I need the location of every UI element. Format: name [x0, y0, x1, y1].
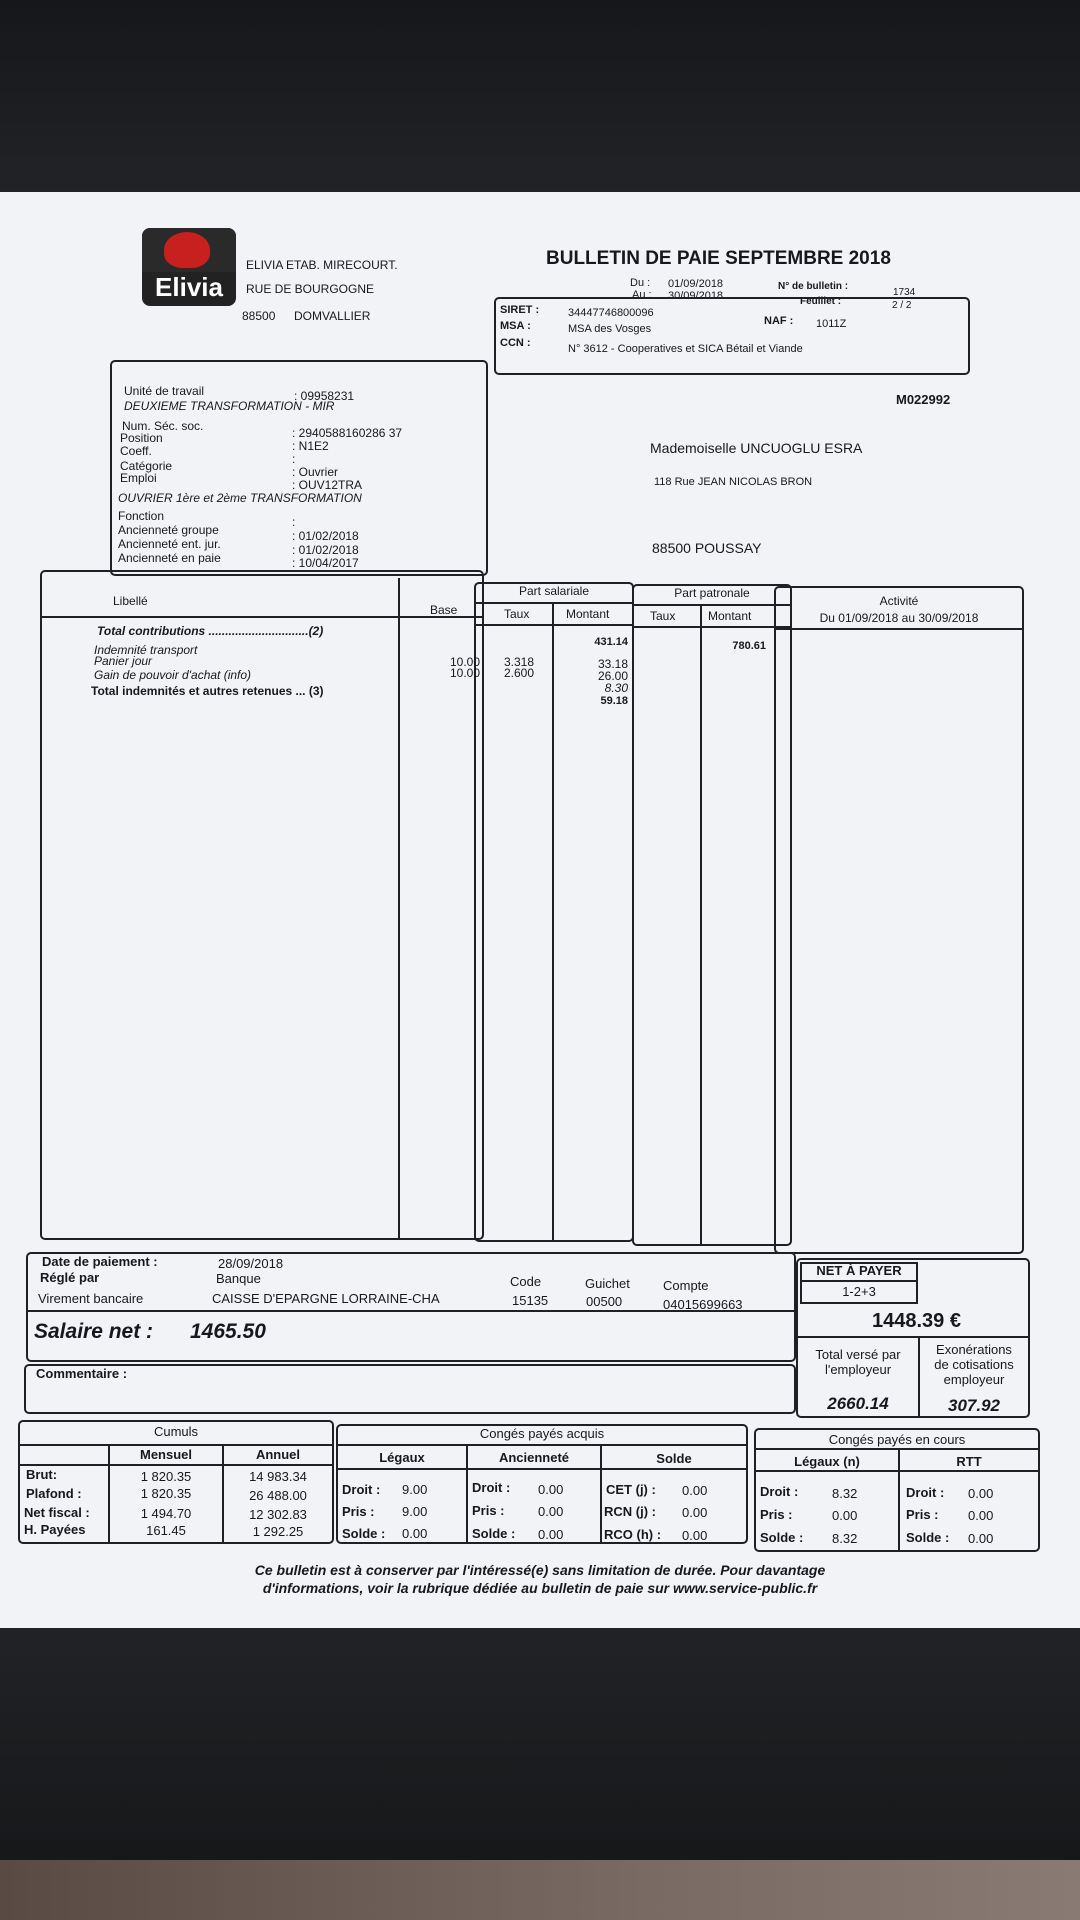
ca-legaux-solde-label: Solde :	[342, 1526, 386, 1541]
row-total-indemnites-montant: 8.30	[604, 681, 628, 695]
categorie-value: : Ouvrier	[292, 465, 339, 479]
ca-anc-droit-value: 0.00	[538, 1482, 564, 1497]
guichet-label: Guichet	[585, 1276, 630, 1291]
floor	[0, 1860, 1080, 1920]
naf: 1011Z	[816, 318, 847, 330]
ca-legaux-droit-value: 9.00	[402, 1482, 428, 1497]
conges-acquis-header-anciennete: Ancienneté	[498, 1450, 570, 1465]
ca-legaux-droit-label: Droit :	[342, 1482, 381, 1497]
anc-groupe-value: : 01/02/2018	[292, 529, 359, 543]
salaire-net-value: 1465.50	[190, 1320, 266, 1343]
ca-rcn-label: RCN (j) :	[604, 1504, 656, 1519]
msa-label: MSA :	[500, 320, 531, 332]
employee-name: Mademoiselle UNCUOGLU ESRA	[650, 440, 863, 456]
conges-acquis-header-legaux: Légaux	[379, 1450, 425, 1465]
feuillet-label: Feuillet :	[800, 296, 842, 307]
cc-rtt-droit-value: 0.00	[968, 1486, 994, 1501]
payment-date: 28/09/2018	[218, 1256, 284, 1271]
row-panier-jour-label: Panier jour	[94, 654, 153, 668]
siret-box	[494, 297, 970, 375]
cc-legaux-droit-label: Droit :	[760, 1484, 799, 1499]
period-au-label: Au :	[632, 289, 652, 301]
cumuls-header-annuel: Annuel	[255, 1447, 301, 1462]
period-du-label: Du :	[630, 277, 651, 289]
ca-rco-value: 0.00	[682, 1528, 708, 1543]
employer-city: DOMVALLIER	[294, 309, 371, 323]
exo-label-3: employeur	[943, 1372, 1005, 1387]
ca-legaux-pris-value: 9.00	[402, 1504, 428, 1519]
exo-label-1: Exonérations	[936, 1342, 1012, 1357]
ca-anc-pris-label: Pris :	[472, 1503, 505, 1518]
total-verse-label-2: l'employeur	[824, 1362, 892, 1377]
cumuls-hpayees-mensuel: 161.45	[146, 1523, 186, 1538]
compte-label: Compte	[663, 1278, 709, 1293]
payment-mode: Virement bancaire	[38, 1291, 144, 1306]
cumuls-hpayees-annuel: 1 292.25	[252, 1524, 304, 1539]
employee-ref: M022992	[896, 392, 951, 407]
total-verse-value: 2660.14	[827, 1394, 889, 1413]
employee-street: 118 Rue JEAN NICOLAS BRON	[654, 476, 813, 488]
cumuls-netfiscal-mensuel: 1 494.70	[140, 1506, 192, 1521]
row-panier-jour-montant: 33.18	[597, 657, 628, 671]
coeff-value: :	[292, 452, 296, 466]
fonction-label: Fonction	[118, 509, 165, 523]
row-gain-pouvoir-taux: 2.600	[504, 666, 535, 680]
ca-rco-label: RCO (h) :	[604, 1527, 662, 1542]
fonction-value: :	[292, 515, 296, 529]
secu-value: : 2940588160286 37	[292, 426, 403, 440]
header-montant: Montant	[566, 607, 610, 621]
conges-cours-header-legaux: Légaux (n)	[794, 1454, 860, 1469]
ca-anc-pris-value: 0.00	[538, 1504, 564, 1519]
row-panier-jour-taux: 3.318	[504, 655, 535, 669]
ca-legaux-pris-label: Pris :	[342, 1504, 375, 1519]
cumuls-brut-label: Brut:	[26, 1467, 58, 1482]
employer-street: RUE DE BOURGOGNE	[246, 282, 375, 296]
ca-anc-solde-label: Solde :	[472, 1526, 516, 1541]
categorie-label: Catégorie	[120, 459, 173, 473]
anc-groupe-label: Ancienneté groupe	[118, 523, 219, 537]
total-verse-label-1: Total versé par	[815, 1347, 901, 1362]
cc-rtt-droit-label: Droit :	[906, 1485, 945, 1500]
bulletin-no-label: N° de bulletin :	[778, 281, 849, 292]
header-activite: Activité	[879, 594, 919, 608]
exo-value: 307.92	[948, 1396, 1000, 1415]
ca-anc-droit-label: Droit :	[472, 1480, 511, 1495]
commentaire-label: Commentaire :	[36, 1366, 128, 1381]
header-base: Base	[430, 603, 458, 617]
header-part-salariale: Part salariale	[518, 584, 590, 598]
commentaire-box	[24, 1364, 796, 1414]
salaire-net-label: Salaire net :	[34, 1320, 154, 1343]
msa: MSA des Vosges	[568, 323, 652, 335]
banque-value: CAISSE D'EPARGNE LORRAINE-CHA	[212, 1291, 440, 1306]
row-gain-pouvoir-montant: 26.00	[597, 669, 628, 683]
emploi-desc: OUVRIER 1ère et 2ème TRANSFORMATION	[118, 491, 362, 505]
code-label: Code	[510, 1274, 542, 1289]
ca-anc-solde-value: 0.00	[538, 1527, 564, 1542]
cumuls-plafond-mensuel: 1 820.35	[140, 1486, 192, 1501]
row-gain-pouvoir-label: Gain de pouvoir d'achat (info)	[94, 668, 252, 682]
guichet-value: 00500	[586, 1294, 623, 1309]
cc-legaux-pris-value: 0.00	[832, 1508, 858, 1523]
regle-par-label: Réglé par	[40, 1270, 100, 1285]
ca-rcn-value: 0.00	[682, 1505, 708, 1520]
bulletin-no: 1734	[893, 287, 916, 298]
anc-ent-label: Ancienneté ent. jur.	[118, 537, 221, 551]
cc-legaux-solde-value: 8.32	[832, 1531, 858, 1546]
row-panier-jour-base: 10.00	[449, 655, 480, 669]
cumuls-header-mensuel: Mensuel	[139, 1447, 192, 1462]
row-total-final-montant: 59.18	[600, 695, 628, 707]
header-part-patronale: Part patronale	[674, 586, 750, 600]
header-pmontant: Montant	[708, 609, 752, 623]
cumuls-netfiscal-annuel: 12 302.83	[249, 1507, 307, 1522]
footer-line-1: Ce bulletin est à conserver par l'intéressé(e) sans limitation de durée. Pour davantage	[254, 1562, 826, 1578]
ccn: N° 3612 - Cooperatives et SICA Bétail et Viande	[568, 343, 803, 355]
employer-name: ELIVIA ETAB. MIRECOURT.	[246, 258, 398, 272]
naf-label: NAF :	[764, 315, 794, 327]
period-du: 01/09/2018	[668, 278, 724, 290]
net-a-payer-label: NET À PAYER	[816, 1263, 902, 1278]
activite-box	[774, 586, 1024, 1254]
siret: 34447746800096	[568, 307, 654, 319]
feuillet: 2 / 2	[892, 300, 912, 311]
banque-label: Banque	[216, 1271, 261, 1286]
siret-label: SIRET :	[500, 304, 540, 316]
cumuls-netfiscal-label: Net fiscal :	[24, 1505, 90, 1520]
payslip-title: BULLETIN DE PAIE SEPTEMBRE 2018	[546, 248, 891, 269]
conges-acquis-title: Congés payés acquis	[479, 1426, 605, 1441]
cumuls-plafond-annuel: 26 488.00	[249, 1488, 307, 1503]
part-patronale-box	[632, 584, 792, 1246]
row-total-indemnites-label: Total indemnités et autres retenues ... (3)	[91, 684, 324, 698]
anc-paie-value: : 10/04/2017	[292, 556, 359, 570]
elivia-logo: Elivia	[142, 228, 236, 306]
cumuls-hpayees-label: H. Payées	[24, 1522, 86, 1537]
unite-label: Unité de travail	[124, 384, 205, 398]
cumuls-brut-annuel: 14 983.34	[249, 1469, 307, 1484]
cc-rtt-pris-label: Pris :	[906, 1507, 939, 1522]
unite-value: : 09958231	[294, 389, 355, 403]
ca-legaux-solde-value: 0.00	[402, 1526, 428, 1541]
emploi-label: Emploi	[120, 471, 157, 485]
row-gain-pouvoir-base: 10.00	[449, 666, 480, 680]
conges-cours-title: Congés payés en cours	[828, 1432, 966, 1447]
period-au: 30/09/2018	[668, 290, 724, 302]
bull-icon	[164, 232, 210, 268]
cumuls-title: Cumuls	[153, 1424, 199, 1439]
cc-legaux-pris-label: Pris :	[760, 1507, 793, 1522]
payment-date-label: Date de paiement :	[42, 1254, 158, 1269]
header-ptaux: Taux	[650, 609, 676, 623]
employer-postcode: 88500	[242, 309, 276, 323]
anc-paie-label: Ancienneté en paie	[118, 551, 221, 565]
cc-rtt-solde-label: Solde :	[906, 1530, 950, 1545]
secu-label: Num. Séc. soc.	[122, 419, 204, 433]
cc-rtt-pris-value: 0.00	[968, 1508, 994, 1523]
header-libelle: Libellé	[113, 594, 148, 608]
conges-cours-header-rtt: RTT	[956, 1454, 982, 1469]
row-indemnite-transport-label: Indemnité transport	[94, 643, 198, 657]
unite-desc: DEUXIEME TRANSFORMATION - MIR	[124, 399, 335, 413]
anc-ent-value: : 01/02/2018	[292, 543, 359, 557]
row-total-contributions-label: Total contributions ..............................(2)	[97, 624, 324, 638]
compte-value: 04015699663	[663, 1297, 743, 1312]
exo-label-2: de cotisations	[934, 1357, 1014, 1372]
net-amount: 1448.39 €	[872, 1310, 961, 1332]
coeff-label: Coeff.	[120, 444, 152, 458]
net-formula: 1-2+3	[842, 1284, 876, 1299]
cc-rtt-solde-value: 0.00	[968, 1531, 994, 1546]
position-label: Position	[120, 431, 163, 445]
header-taux: Taux	[504, 607, 530, 621]
position-value: : N1E2	[292, 439, 329, 453]
ccn-label: CCN :	[500, 337, 531, 349]
row-total-contributions-montant: 431.14	[594, 636, 628, 648]
row-total-contributions-pmontant: 780.61	[732, 640, 766, 652]
employee-city: 88500 POUSSAY	[652, 540, 762, 556]
footer-line-2: d'informations, voir la rubrique dédiée au bulletin de paie sur www.service-public.fr	[262, 1580, 818, 1596]
conges-acquis-header-solde: Solde	[656, 1451, 692, 1466]
header-activite-period: Du 01/09/2018 au 30/09/2018	[819, 611, 979, 625]
ca-cet-label: CET (j) :	[606, 1482, 656, 1497]
cumuls-brut-mensuel: 1 820.35	[140, 1469, 192, 1484]
emploi-value: : OUV12TRA	[292, 478, 363, 492]
cc-legaux-solde-label: Solde :	[760, 1530, 804, 1545]
ca-cet-value: 0.00	[682, 1483, 708, 1498]
cumuls-plafond-label: Plafond :	[26, 1486, 82, 1501]
code-value: 15135	[512, 1293, 549, 1308]
cc-legaux-droit-value: 8.32	[832, 1486, 858, 1501]
